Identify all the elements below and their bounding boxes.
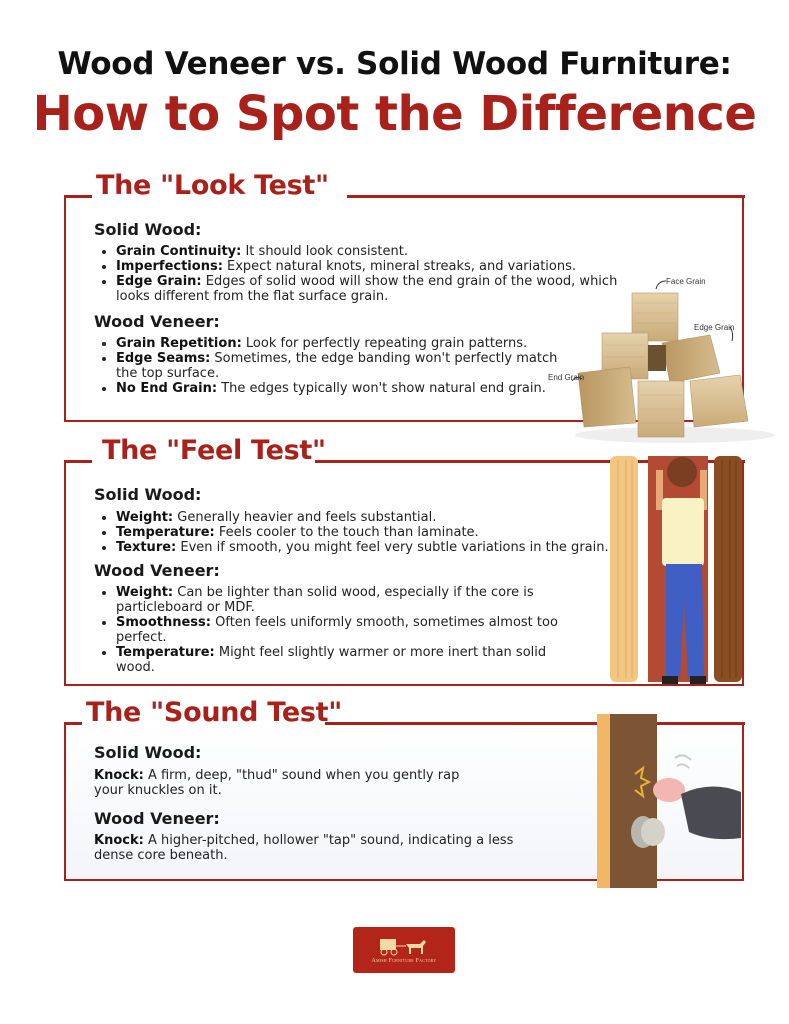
list-item: • Imperfections: Expect natural knots, mineral streaks, and variations.: [116, 259, 646, 274]
brand-name: Amish Furniture Factory: [371, 958, 437, 964]
solid-wood-label: Solid Wood:: [94, 220, 202, 239]
list-item: • Temperature: Might feel slightly warmer or more inert than solid wood.: [116, 645, 586, 675]
solid-wood-list: [94, 510, 636, 555]
list-item: • Texture: Even if smooth, you might feel very subtle variations in the grain.: [116, 540, 636, 555]
solid-wood-label: Solid Wood:: [94, 743, 202, 762]
section-heading: The "Look Test": [96, 170, 329, 201]
list-item: • Edge Grain: Edges of solid wood will show the end grain of the wood, which looks different from the flat surface grain.: [116, 274, 646, 304]
list-item: • Weight: Generally heavier and feels substantial.: [116, 510, 636, 525]
wood-veneer-list: [94, 585, 586, 675]
wood-blocks-image: [548, 275, 780, 445]
page-subtitle: How to Spot the Difference: [32, 86, 757, 142]
section-heading: The "Feel Test": [102, 435, 326, 466]
wood-veneer-knock-text: Knock: A higher-pitched, hollower "tap" sound, indicating a less dense core beneath.: [94, 833, 514, 863]
solid-wood-label: Solid Wood:: [94, 485, 202, 504]
wood-veneer-label: Wood Veneer:: [94, 809, 220, 828]
list-item: • Grain Repetition: Look for perfectly repeating grain patterns.: [116, 336, 566, 351]
brand-logo[interactable]: [353, 927, 455, 973]
wood-blocks-icon: [570, 275, 780, 445]
page-title: Wood Veneer vs. Solid Wood Furniture:: [57, 46, 732, 82]
border-segment: [347, 195, 745, 198]
horse-buggy-icon: [374, 936, 434, 956]
person-wood-panels-image: [608, 452, 743, 688]
face-grain-label: Face Grain: [666, 277, 706, 286]
border-segment: [64, 460, 92, 463]
end-grain-label: End Grain: [548, 373, 585, 382]
person-panels-icon: [608, 452, 743, 688]
list-item: • No End Grain: The edges typically won't show natural end grain.: [116, 381, 566, 396]
edge-grain-label: Edge Grain: [694, 323, 735, 332]
knock-door-icon: [597, 714, 747, 888]
wood-veneer-label: Wood Veneer:: [94, 561, 220, 580]
wood-veneer-list: [94, 336, 566, 396]
list-item: • Temperature: Feels cooler to the touch than laminate.: [116, 525, 636, 540]
solid-wood-list: [94, 244, 646, 304]
list-item: • Weight: Can be lighter than solid wood, especially if the core is particleboard or MDF.: [116, 585, 586, 615]
border-segment: [64, 722, 82, 725]
list-item: • Edge Seams: Sometimes, the edge banding won't perfectly match the top surface.: [116, 351, 566, 381]
list-item: • Grain Continuity: It should look consistent.: [116, 244, 646, 259]
solid-wood-knock-text: Knock: A firm, deep, "thud" sound when you gently rap your knuckles on it.: [94, 768, 460, 798]
wood-veneer-label: Wood Veneer:: [94, 312, 220, 331]
section-heading: The "Sound Test": [86, 697, 342, 728]
border-segment: [64, 195, 92, 198]
list-item: • Smoothness: Often feels uniformly smooth, sometimes almost too perfect.: [116, 615, 586, 645]
knocking-door-image: [597, 714, 747, 888]
